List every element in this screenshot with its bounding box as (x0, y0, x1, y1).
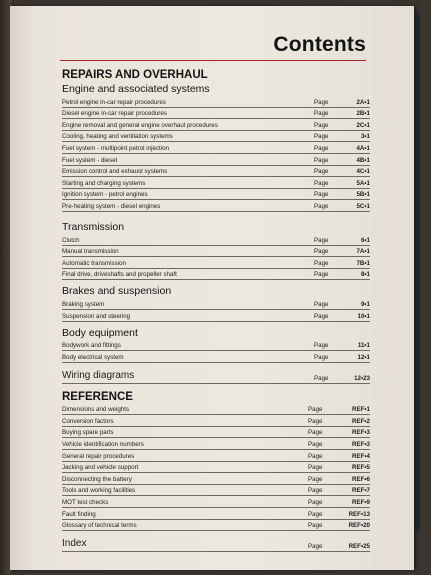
toc-row-label: Jacking and vehicle support (62, 464, 139, 472)
page-title: Contents (273, 33, 366, 56)
brakes-rows (62, 298, 370, 321)
toc-row-label: General repair procedures (62, 452, 135, 460)
toc-row[interactable] (62, 438, 370, 450)
toc-row-page-word: Page (308, 441, 323, 449)
toc-row-page-number: REF•6 (352, 475, 370, 483)
toc-row-page-word: Page (308, 499, 323, 507)
toc-row-page-number: 7A•1 (356, 248, 370, 256)
toc-row-page-word: Page (308, 452, 323, 460)
toc-row[interactable] (62, 351, 370, 363)
toc-row-page-number: REF•4 (352, 452, 370, 460)
toc-row-page-number: 3•1 (360, 133, 370, 141)
reference-rows (62, 404, 370, 532)
toc-row-page-number: REF•3 (352, 429, 370, 437)
toc-row-page-number: 11•1 (357, 342, 370, 350)
toc-row-page-word: Page (308, 464, 323, 472)
group-heading-brakes: Brakes and suspension (62, 285, 172, 298)
toc-row-page-word: Page (314, 133, 329, 141)
toc-row-page-word: Page (308, 429, 323, 437)
toc-row-page-number: 8•1 (360, 271, 370, 279)
toc-row-page-word: Page (314, 312, 329, 320)
toc-row[interactable] (62, 404, 370, 416)
toc-row-page-word: Page (314, 98, 329, 106)
toc-row[interactable] (62, 257, 370, 269)
toc-row-label: MOT test checks (62, 499, 109, 507)
toc-row-page-word: Page (314, 374, 329, 382)
toc-row-label: Cooling, heating and ventilation systems (62, 133, 173, 141)
toc-row[interactable] (62, 269, 370, 281)
title-rule (60, 60, 366, 61)
body-rows (62, 340, 370, 363)
toc-row-page-number: 2B•1 (356, 110, 370, 118)
toc-row[interactable] (62, 415, 370, 427)
toc-row-page-number: REF•25 (348, 543, 370, 551)
toc-row-label: Pre-heating system - diesel engines (62, 202, 161, 210)
toc-row[interactable] (62, 310, 370, 322)
section-heading-reference: REFERENCE (62, 390, 133, 403)
toc-row-page-word: Page (314, 271, 329, 279)
toc-row[interactable] (62, 340, 370, 352)
engine-rows (62, 96, 370, 212)
toc-row[interactable] (62, 462, 370, 474)
toc-row-page-word: Page (314, 353, 329, 361)
toc-row[interactable] (62, 166, 370, 178)
toc-row-label: Dimensions and weights (62, 406, 130, 414)
toc-row[interactable] (62, 108, 370, 120)
section-heading-repairs: REPAIRS AND OVERHAUL (62, 69, 208, 81)
toc-row-page-word: Page (314, 342, 329, 350)
toc-row-page-number: 12•1 (357, 353, 370, 361)
toc-row-label: Final drive, driveshafts and propeller shaft (62, 271, 177, 279)
toc-row-page-word: Page (308, 510, 323, 518)
toc-row[interactable] (62, 177, 370, 189)
toc-row-label: Diesel engine in-car repair procedures (62, 110, 167, 118)
toc-row-page-word: Page (308, 475, 323, 483)
toc-row-page-word: Page (308, 406, 323, 414)
toc-row-page-word: Page (314, 236, 329, 244)
toc-row-page-number: 4A•1 (356, 144, 370, 152)
contents-list (62, 68, 370, 552)
toc-row-label: Emission control and exhaust systems (62, 168, 168, 176)
toc-row-label: Petrol engine in-car repair procedures (62, 98, 166, 106)
toc-row-label: Starting and charging systems (62, 179, 146, 187)
toc-row-label: Suspension and steering (62, 312, 131, 320)
toc-row-page-number: 7B•1 (356, 259, 370, 267)
toc-row-page-word: Page (314, 259, 329, 267)
toc-row-page-number: REF•13 (348, 510, 370, 518)
toc-row-page-number: REF•7 (352, 487, 370, 495)
toc-row[interactable] (62, 200, 370, 212)
toc-row-label: Tools and working facilities (62, 487, 136, 495)
toc-row-label: Glossary of technical terms (62, 522, 137, 530)
toc-row-page-number: 10•1 (357, 312, 370, 320)
toc-row-page-word: Page (308, 487, 323, 495)
toc-row-page-number: 5C•1 (356, 202, 370, 210)
toc-row[interactable] (62, 508, 370, 520)
toc-row[interactable] (62, 298, 370, 310)
toc-row-page-word: Page (314, 110, 329, 118)
group-heading-body: Body equipment (62, 326, 138, 339)
toc-row-label: Bodywork and fittings (62, 342, 121, 350)
toc-row-page-number: REF•3 (352, 441, 370, 449)
toc-row[interactable] (62, 119, 370, 131)
toc-row-page-number: REF•1 (352, 406, 370, 414)
toc-row-label: Index (62, 538, 87, 550)
toc-row-page-number: 12•23 (354, 374, 370, 382)
toc-row-page-number: 4B•1 (356, 156, 370, 164)
toc-row-page-number: 4C•1 (356, 168, 370, 176)
transmission-rows (62, 234, 370, 280)
toc-row[interactable] (62, 427, 370, 439)
toc-row[interactable] (62, 520, 370, 532)
toc-row-page-number: REF•2 (352, 417, 370, 425)
toc-row-page-word: Page (308, 543, 323, 551)
toc-row-label: Fuel system - multipoint petrol injection (62, 144, 169, 152)
toc-row-label: Body electrical system (62, 353, 124, 361)
toc-row-page-word: Page (314, 156, 329, 164)
toc-row-page-word: Page (314, 144, 329, 152)
toc-row-label: Engine removal and general engine overhaul procedures (62, 121, 218, 129)
toc-row[interactable] (62, 496, 370, 508)
toc-row-wiring[interactable] (62, 369, 370, 384)
toc-row[interactable] (62, 131, 370, 143)
toc-row-page-number: REF•9 (352, 499, 370, 507)
toc-row-page-number: 2A•1 (356, 98, 370, 106)
toc-row[interactable] (62, 450, 370, 462)
toc-row-label: Braking system (62, 300, 105, 308)
toc-row[interactable] (62, 485, 370, 497)
toc-row-label: Automatic transmission (62, 259, 126, 267)
toc-row-label: Conversion factors (62, 417, 114, 425)
toc-row-label: Clutch (62, 236, 80, 244)
toc-row-page-word: Page (314, 179, 329, 187)
toc-row[interactable] (62, 142, 370, 154)
toc-row-page-word: Page (308, 522, 323, 530)
group-heading-engine: Engine and associated systems (62, 83, 210, 95)
toc-row-label: Manual transmission (62, 248, 119, 256)
toc-row-page-number: 9•1 (360, 300, 370, 308)
toc-row-page-word: Page (314, 191, 329, 199)
toc-row-page-word: Page (314, 248, 329, 256)
toc-row[interactable] (62, 234, 370, 246)
toc-row-page-word: Page (308, 417, 323, 425)
toc-row[interactable] (62, 473, 370, 485)
toc-row-label: Disconnecting the battery (62, 475, 132, 483)
toc-row-label: Fuel system - diesel (62, 156, 118, 164)
toc-row-page-word: Page (314, 168, 329, 176)
toc-row-page-number: REF•5 (352, 464, 370, 472)
contents-page (10, 6, 414, 570)
toc-row-page-number: REF•20 (348, 522, 370, 530)
toc-row-index[interactable] (62, 537, 370, 552)
toc-row-page-number: 2C•1 (356, 121, 370, 129)
toc-row-page-word: Page (314, 121, 329, 129)
toc-row-page-number: 5A•1 (356, 179, 370, 187)
toc-row[interactable] (62, 154, 370, 166)
toc-row-label: Buying spare parts (62, 429, 114, 437)
toc-row[interactable] (62, 96, 370, 108)
toc-row-label: Vehicle identification numbers (62, 441, 144, 449)
toc-row-page-word: Page (314, 202, 329, 210)
toc-row-label: Ignition system - petrol engines (62, 191, 148, 199)
toc-row-label: Fault finding (62, 510, 96, 518)
group-heading-transmission: Transmission (62, 220, 125, 233)
toc-row-label: Wiring diagrams (62, 369, 135, 381)
toc-row-page-number: 6•1 (360, 236, 370, 244)
toc-row[interactable] (62, 246, 370, 258)
toc-row-page-word: Page (314, 300, 329, 308)
toc-row-page-number: 5B•1 (356, 191, 370, 199)
toc-row[interactable] (62, 189, 370, 201)
